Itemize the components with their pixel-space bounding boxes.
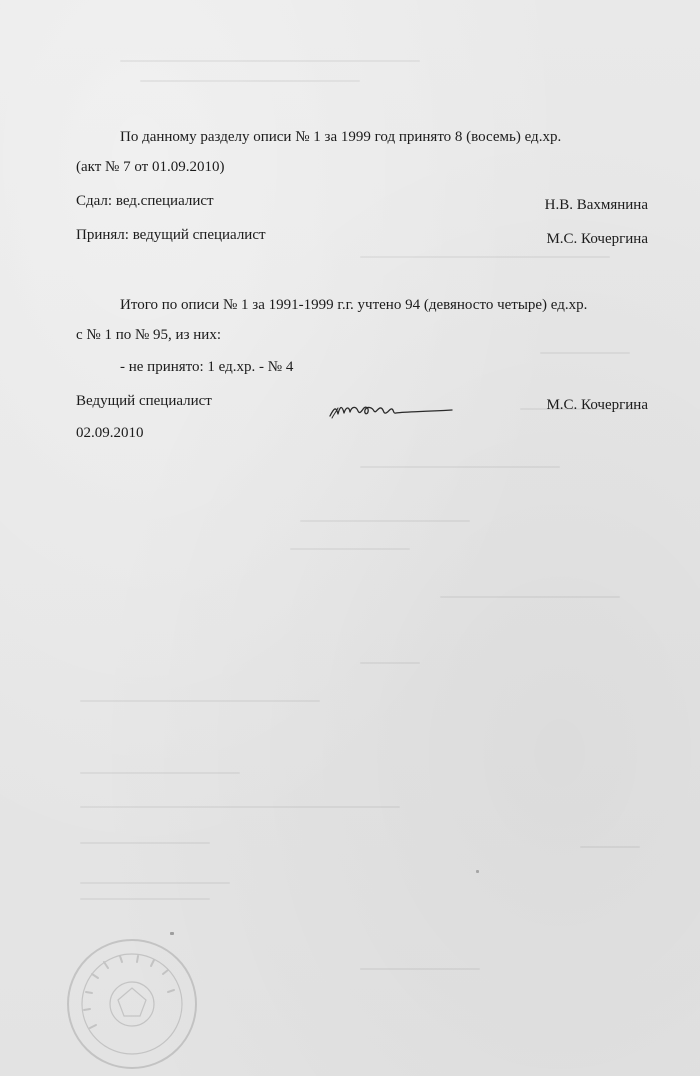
bleed-through-line [80,898,210,900]
bleed-through-line [120,60,420,62]
paragraph-total-count: Итого по описи № 1 за 1991-1999 г.г. учтено 94 (девяносто четыре) ед.хр. [120,297,588,313]
signer-position: Ведущий специалист [76,393,212,409]
stamp-seal [62,934,202,1074]
received-label: Принял: ведущий специалист [76,227,266,243]
document-date: 02.09.2010 [76,425,144,441]
paper-speck [476,870,479,873]
bleed-through-line [80,700,320,702]
handed-over-name: Н.В. Вахмянина [544,197,648,213]
handwritten-signature [326,394,456,424]
handed-over-label: Сдал: вед.специалист [76,193,214,209]
bleed-through-line [140,80,360,82]
bleed-through-line [80,842,210,844]
act-reference: (акт № 7 от 01.09.2010) [76,159,225,175]
bleed-through-line [360,256,610,258]
signer-name: М.С. Кочергина [546,397,648,413]
received-name: М.С. Кочергина [546,231,648,247]
paragraph-accepted-count: По данному разделу описи № 1 за 1999 год принято 8 (восемь) ед.хр. [120,129,562,145]
bleed-through-line [360,968,480,970]
bleed-through-line [80,772,240,774]
bleed-through-line [290,548,410,550]
bleed-through-line [300,520,470,522]
range-of-items: с № 1 по № 95, из них: [76,327,221,343]
bleed-through-line [80,806,400,808]
bleed-through-line [540,352,630,354]
bleed-through-line [360,466,560,468]
bleed-through-line [80,882,230,884]
bleed-through-line [580,846,640,848]
bleed-through-line [440,596,620,598]
bleed-through-line [360,662,420,664]
not-accepted-item: - не принято: 1 ед.хр. - № 4 [120,359,294,375]
paper-speck [170,932,174,935]
